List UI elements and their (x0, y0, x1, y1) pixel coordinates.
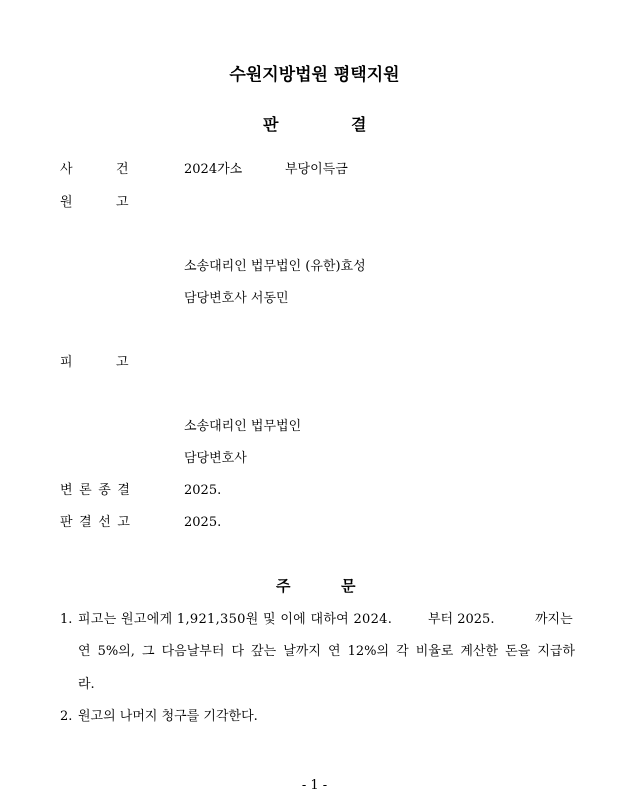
order-1-line3: 라. (78, 677, 95, 692)
order-1-line1-b: 부터 2025. (428, 612, 495, 627)
court-name: 수원지방법원 평택지원 (229, 65, 400, 85)
closing-label (60, 484, 130, 497)
case-label-1: 사 (60, 162, 73, 177)
doc-title-left: 판 (263, 115, 279, 134)
defendant-label-1: 피 (60, 355, 73, 370)
case-label-2: 건 (116, 162, 129, 177)
order-1-line1-a: 피고는 원고에게 1,921,350원 및 이에 대하여 2024. (78, 612, 393, 627)
order-2-text: 원고의 나머지 청구를 기각한다. (78, 709, 258, 724)
plaintiff-label-2: 고 (116, 195, 129, 210)
pronounced-label-char: 선 (98, 515, 111, 530)
order-1-line1-c: 까지는 (535, 612, 573, 627)
pronounced-label-char: 판 (60, 515, 73, 530)
pronounced-date: 2025. (184, 515, 222, 530)
order-1-number: 1. (60, 612, 73, 627)
plaintiff-agent: 소송대리인 법무법인 (유한)효성 (184, 259, 366, 274)
page-number: - 1 - (301, 778, 328, 793)
order-title-left: 주 (276, 577, 291, 595)
case-number: 2024가소 (184, 162, 243, 177)
closing-label-char: 종 (98, 483, 111, 498)
pronounced-label-char: 고 (117, 515, 130, 530)
defendant-attorney: 담당변호사 (184, 451, 247, 466)
defendant-agent: 소송대리인 법무법인 (184, 419, 302, 434)
pronounced-label (60, 516, 130, 529)
order-1-line2: 연 5%의, 그 다음날부터 다 갚는 날까지 연 12%의 각 비율로 계산한 돈을 지급하 (78, 644, 575, 659)
pronounced-label-char: 결 (79, 515, 92, 530)
plaintiff-label-1: 원 (60, 195, 73, 210)
order-2-number: 2. (60, 709, 73, 724)
doc-title-right: 결 (351, 115, 367, 134)
order-title-right: 문 (341, 577, 356, 595)
case-name: 부당이득금 (285, 162, 348, 177)
plaintiff-attorney: 담당변호사 서동민 (184, 291, 289, 306)
closing-date: 2025. (184, 483, 222, 498)
closing-label-char: 결 (117, 483, 130, 498)
closing-label-char: 론 (79, 483, 92, 498)
closing-label-char: 변 (60, 483, 73, 498)
defendant-label-2: 고 (116, 355, 129, 370)
